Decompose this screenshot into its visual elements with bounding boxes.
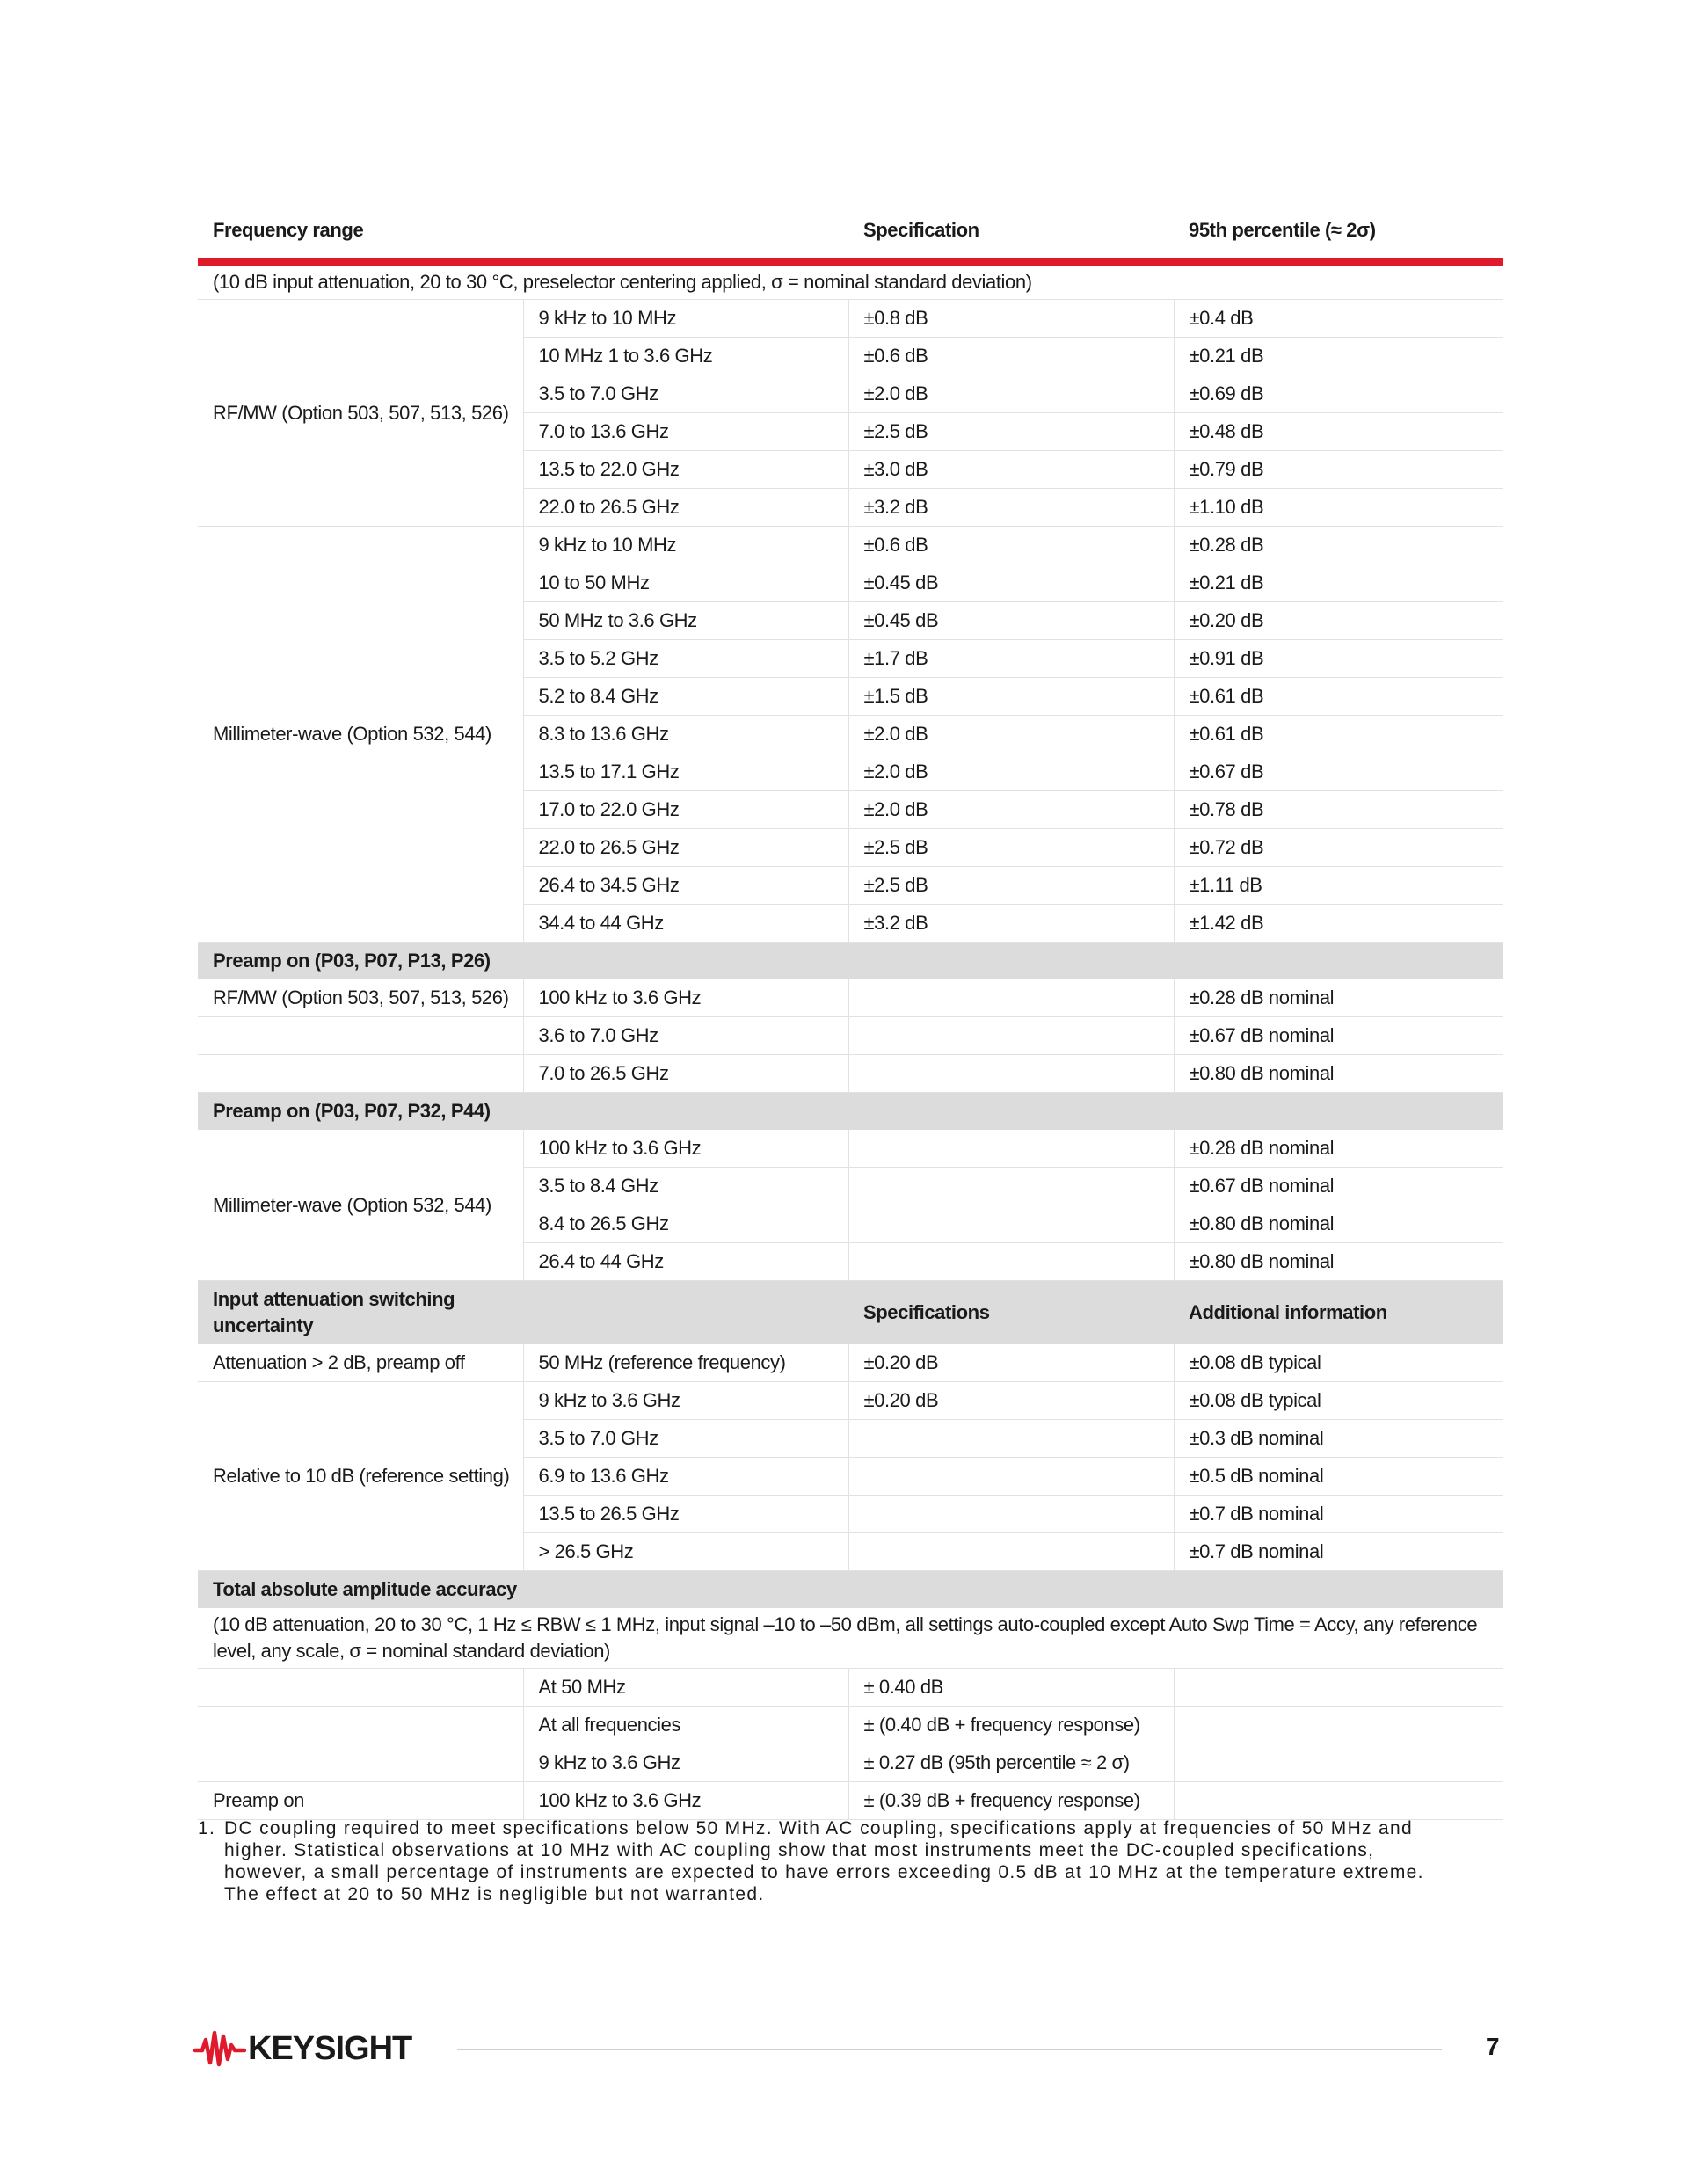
section-header-row (198, 1281, 1503, 1345)
table-cell: 8.3 to 13.6 GHz (523, 716, 848, 753)
table-cell: ± 0.40 dB (848, 1669, 1174, 1707)
table-cell: 17.0 to 22.0 GHz (523, 791, 848, 829)
keysight-logo (193, 2027, 411, 2070)
table-cell: ±1.42 dB (1174, 905, 1503, 943)
table-cell: 13.5 to 26.5 GHz (523, 1496, 848, 1533)
section-title: Input attenuation switching uncertainty (198, 1281, 523, 1345)
table-cell: 50 MHz to 3.6 GHz (523, 602, 848, 640)
table-cell: ±0.67 dB nominal (1174, 1168, 1503, 1205)
table-cell: ±0.69 dB (1174, 375, 1503, 413)
table-cell (1174, 1669, 1503, 1707)
table-note: (10 dB input attenuation, 20 to 30 °C, preselector centering applied, σ = nominal standard deviation) (198, 262, 1503, 300)
table-cell: 10 MHz 1 to 3.6 GHz (523, 338, 848, 375)
table-cell: Attenuation > 2 dB, preamp off (198, 1344, 523, 1382)
group-label: RF/MW (Option 503, 507, 513, 526) (198, 300, 523, 527)
table-cell: ±0.4 dB (1174, 300, 1503, 338)
table-cell: 10 to 50 MHz (523, 564, 848, 602)
table-cell: ±0.45 dB (848, 602, 1174, 640)
table-cell: 6.9 to 13.6 GHz (523, 1458, 848, 1496)
table-cell: 9 kHz to 10 MHz (523, 527, 848, 564)
table-cell: ±0.20 dB (1174, 602, 1503, 640)
table-cell: At all frequencies (523, 1707, 848, 1744)
table-cell: 26.4 to 34.5 GHz (523, 867, 848, 905)
table-cell (848, 1130, 1174, 1168)
table-cell: 100 kHz to 3.6 GHz (523, 1782, 848, 1820)
table-cell: ±2.5 dB (848, 413, 1174, 451)
table-cell: ±3.2 dB (848, 905, 1174, 943)
table-cell: ±2.5 dB (848, 829, 1174, 867)
table-cell: ±3.0 dB (848, 451, 1174, 489)
table-cell: 8.4 to 26.5 GHz (523, 1205, 848, 1243)
table-cell: 7.0 to 13.6 GHz (523, 413, 848, 451)
table-cell: ±0.7 dB nominal (1174, 1533, 1503, 1571)
table-cell: 100 kHz to 3.6 GHz (523, 1130, 848, 1168)
table-cell: ±3.2 dB (848, 489, 1174, 527)
table-row (198, 979, 1503, 1017)
table-cell (848, 1496, 1174, 1533)
table-header-row (198, 203, 1503, 262)
group-label: Millimeter-wave (Option 532, 544) (198, 1130, 523, 1281)
group-label: Relative to 10 dB (reference setting) (198, 1382, 523, 1571)
group-label: Millimeter-wave (Option 532, 544) (198, 527, 523, 943)
table-cell: ±0.21 dB (1174, 564, 1503, 602)
section-header-row (198, 1093, 1503, 1131)
group-label (198, 1055, 523, 1093)
section-title: Preamp on (P03, P07, P13, P26) (198, 943, 1503, 980)
group-label (198, 1017, 523, 1055)
table-cell: ±0.79 dB (1174, 451, 1503, 489)
table-cell (198, 1707, 523, 1744)
table-cell: ±2.0 dB (848, 791, 1174, 829)
table-cell: ±0.6 dB (848, 527, 1174, 564)
header-cell: 95th percentile (≈ 2σ) (1174, 203, 1503, 262)
table-cell (523, 1281, 848, 1345)
table-note: (10 dB attenuation, 20 to 30 °C, 1 Hz ≤ RBW ≤ 1 MHz, input signal –10 to –50 dBm, all settings auto-coupled except Auto Swp Time = Accy, any reference level, any scale, σ = nominal standard deviation) (198, 1608, 1503, 1669)
table-cell: 34.4 to 44 GHz (523, 905, 848, 943)
table-cell: ±0.91 dB (1174, 640, 1503, 678)
table-cell: ±1.5 dB (848, 678, 1174, 716)
table-note-row (198, 1608, 1503, 1669)
table-cell: ±0.80 dB nominal (1174, 1243, 1503, 1281)
table-cell (848, 1420, 1174, 1458)
table-cell: ±0.45 dB (848, 564, 1174, 602)
table-cell: 9 kHz to 3.6 GHz (523, 1382, 848, 1420)
table-cell: ± (0.40 dB + frequency response) (848, 1707, 1174, 1744)
table-cell: ±0.08 dB typical (1174, 1382, 1503, 1420)
table-cell: ±0.20 dB (848, 1344, 1174, 1382)
table-row (198, 300, 1503, 338)
header-cell: Additional information (1174, 1281, 1503, 1345)
table-cell: 26.4 to 44 GHz (523, 1243, 848, 1281)
table-note-row (198, 262, 1503, 300)
header-cell (523, 203, 848, 262)
table-cell (198, 1669, 523, 1707)
table-row (198, 1669, 1503, 1707)
table-cell: ±0.28 dB (1174, 527, 1503, 564)
table-cell (1174, 1707, 1503, 1744)
table-cell: > 26.5 GHz (523, 1533, 848, 1571)
table-row (198, 1782, 1503, 1820)
table-cell: ±0.28 dB nominal (1174, 979, 1503, 1017)
table-cell: 5.2 to 8.4 GHz (523, 678, 848, 716)
table-cell (848, 1243, 1174, 1281)
table-cell: ±1.7 dB (848, 640, 1174, 678)
table-cell: 3.5 to 7.0 GHz (523, 1420, 848, 1458)
table-cell: ±0.3 dB nominal (1174, 1420, 1503, 1458)
table-row (198, 1344, 1503, 1382)
brand-name: KEYSIGHT (248, 2029, 412, 2067)
table-cell: At 50 MHz (523, 1669, 848, 1707)
specification-table (198, 203, 1503, 1820)
keysight-wave-icon (193, 2027, 246, 2070)
header-cell: Specifications (848, 1281, 1174, 1345)
table-cell: ±0.78 dB (1174, 791, 1503, 829)
table-cell: ±0.7 dB nominal (1174, 1496, 1503, 1533)
section-title: Preamp on (P03, P07, P32, P44) (198, 1093, 1503, 1131)
table-cell: 13.5 to 17.1 GHz (523, 753, 848, 791)
table-cell: 9 kHz to 3.6 GHz (523, 1744, 848, 1782)
table-row (198, 1055, 1503, 1093)
table-cell: 3.6 to 7.0 GHz (523, 1017, 848, 1055)
footnote-text: DC coupling required to meet specifications below 50 MHz. With AC coupling, specifications apply at frequencies of 50 MHz and higher. Statistical observations at 10 MHz with AC coupling show that most instruments meet the DC-coupled specifications, however, a small percentage of instruments are expected to have errors exceeding 0.5 dB at 10 MHz at the temperature extreme. The effect at 20 to 50 MHz is negligible but not warranted. (224, 1818, 1424, 1904)
table-row (198, 1382, 1503, 1420)
footnote-number: 1. (198, 1818, 216, 1838)
table-cell (848, 1458, 1174, 1496)
table-cell: ±0.5 dB nominal (1174, 1458, 1503, 1496)
table-cell: 22.0 to 26.5 GHz (523, 489, 848, 527)
table-cell: ±2.5 dB (848, 867, 1174, 905)
table-cell: ±0.28 dB nominal (1174, 1130, 1503, 1168)
header-cell: Specification (848, 203, 1174, 262)
table-cell (848, 979, 1174, 1017)
section-header-row (198, 943, 1503, 980)
table-cell: ±0.20 dB (848, 1382, 1174, 1420)
table-cell: 3.5 to 8.4 GHz (523, 1168, 848, 1205)
table-cell: ±1.10 dB (1174, 489, 1503, 527)
table-cell: ±0.8 dB (848, 300, 1174, 338)
table-cell: ±0.67 dB nominal (1174, 1017, 1503, 1055)
table-row (198, 1130, 1503, 1168)
table-cell: 100 kHz to 3.6 GHz (523, 979, 848, 1017)
table-row (198, 1707, 1503, 1744)
table-cell: ±1.11 dB (1174, 867, 1503, 905)
page-number: 7 (1486, 2033, 1500, 2060)
table-cell: ±0.21 dB (1174, 338, 1503, 375)
table-row (198, 1017, 1503, 1055)
table-cell: ±2.0 dB (848, 375, 1174, 413)
header-cell: Frequency range (198, 203, 523, 262)
table-cell: ±0.80 dB nominal (1174, 1205, 1503, 1243)
table-cell: 3.5 to 7.0 GHz (523, 375, 848, 413)
table-cell (848, 1055, 1174, 1093)
footer-divider (457, 2049, 1442, 2050)
table-cell: 50 MHz (reference frequency) (523, 1344, 848, 1382)
table-cell: ± 0.27 dB (95th percentile ≈ 2 σ) (848, 1744, 1174, 1782)
table-cell (848, 1205, 1174, 1243)
table-cell: 13.5 to 22.0 GHz (523, 451, 848, 489)
table-cell: ±0.80 dB nominal (1174, 1055, 1503, 1093)
table-cell: ±2.0 dB (848, 716, 1174, 753)
group-label: RF/MW (Option 503, 507, 513, 526) (198, 979, 523, 1017)
table-cell (198, 1744, 523, 1782)
table-cell: ±2.0 dB (848, 753, 1174, 791)
table-cell (1174, 1782, 1503, 1820)
table-cell (848, 1533, 1174, 1571)
table-cell: 7.0 to 26.5 GHz (523, 1055, 848, 1093)
table-cell: ±0.6 dB (848, 338, 1174, 375)
table-cell: 22.0 to 26.5 GHz (523, 829, 848, 867)
table-cell: ±0.67 dB (1174, 753, 1503, 791)
table-cell (848, 1017, 1174, 1055)
table-cell: 3.5 to 5.2 GHz (523, 640, 848, 678)
table-row (198, 1744, 1503, 1782)
table-cell: ± (0.39 dB + frequency response) (848, 1782, 1174, 1820)
table-row (198, 527, 1503, 564)
section-title: Total absolute amplitude accuracy (198, 1571, 1503, 1609)
table-cell: Preamp on (198, 1782, 523, 1820)
table-cell: ±0.72 dB (1174, 829, 1503, 867)
section-header-row (198, 1571, 1503, 1609)
table-cell: ±0.61 dB (1174, 716, 1503, 753)
table-cell (848, 1168, 1174, 1205)
table-cell: ±0.61 dB (1174, 678, 1503, 716)
table-cell: ±0.08 dB typical (1174, 1344, 1503, 1382)
table-cell: ±0.48 dB (1174, 413, 1503, 451)
table-cell: 9 kHz to 10 MHz (523, 300, 848, 338)
table-cell (1174, 1744, 1503, 1782)
